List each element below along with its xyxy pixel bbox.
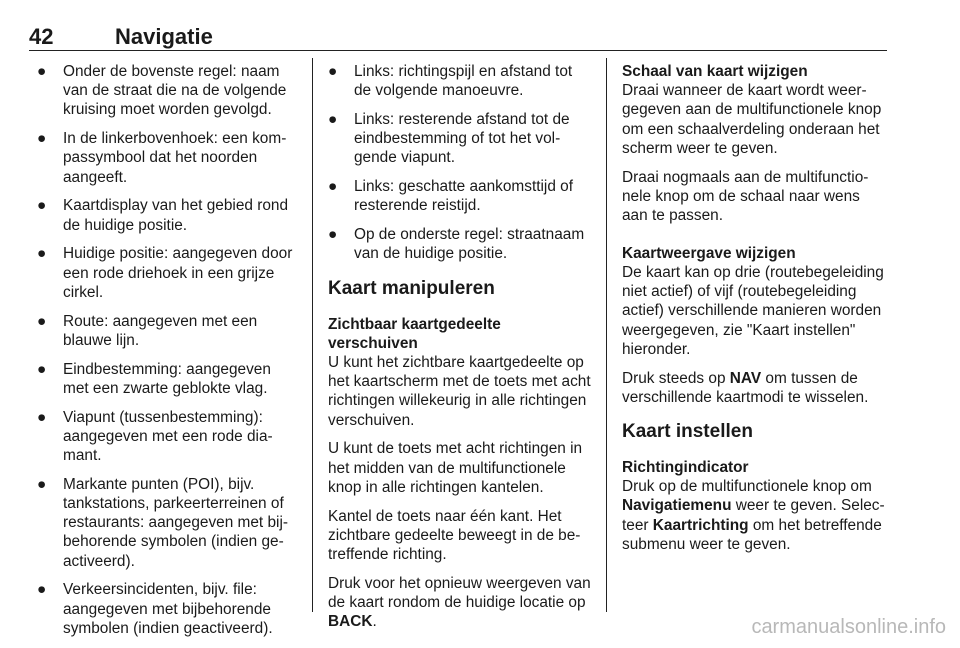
- list-item: ● Viapunt (tussenbestemming): aangegeven met een rode diamant.: [37, 408, 273, 465]
- list-item: ● Links: richtingspijl en afstand tot de volgende manoeuvre.: [328, 63, 573, 100]
- list-item: ● Links: resterende afstand tot de eindbestemming of tot het volgende viapunt.: [328, 111, 570, 167]
- column-divider-1: [312, 58, 313, 612]
- column-2: [328, 62, 592, 641]
- list-item: ● Op de onderste regel: straatnaam van de huidige positie.: [328, 226, 585, 263]
- nav-key-label: NAV: [729, 369, 762, 387]
- paragraph: Kantel de toets naar één kant. Het zichtbare gedeelte beweegt in de betreffende richting.: [328, 507, 581, 564]
- list-item: ● Onder de bovenste regel: naam van de straat die na de volgende kruising moet worden gevolgd.: [37, 63, 287, 119]
- column-3: [622, 62, 888, 564]
- list-item: ● Kaartdisplay van het gebied rond de huidige positie.: [37, 197, 289, 234]
- bullet-icon: ●: [328, 178, 338, 196]
- bullet-icon: ●: [37, 581, 47, 599]
- subheading: Zichtbaar kaartgedeelte verschuiven: [328, 315, 501, 352]
- page-title: Navigatie: [115, 24, 213, 49]
- bullet-icon: ●: [328, 63, 338, 80]
- list-item: ● Markante punten (POI), bijv. tankstations, parkeerterreinen of restaurants: aangegeven met bijbehorende symbolen (indien geactiveerd).: [37, 475, 289, 570]
- back-key-label: BACK: [328, 613, 373, 631]
- menu-label: Kaartrichting: [652, 516, 749, 534]
- bullet-icon: ●: [37, 360, 47, 378]
- column-divider-2: [606, 58, 607, 612]
- bullet-icon: ●: [37, 475, 47, 493]
- page-number: 42: [29, 24, 54, 49]
- list-item: ● Huidige positie: aangegeven door een rode driehoek in een grijze cirkel.: [37, 245, 293, 301]
- list-item: ● Verkeersincidenten, bijv. file: aangegeven met bijbehorende symbolen (indien geactiveerd).: [37, 581, 273, 637]
- column-1: [37, 62, 299, 648]
- bullet-icon: ●: [37, 197, 47, 215]
- section-heading: Kaart instellen: [622, 421, 753, 443]
- list-item: ● Links: geschatte aankomsttijd of resterende reistijd.: [328, 178, 574, 215]
- section-heading: Kaart manipuleren: [328, 277, 495, 299]
- paragraph: De kaart kan op drie (routebegeleiding niet actief) of vijf (routebegeleiding actief) verschillende manieren worden weergegeven, zie "Kaart instellen" hieronder.: [622, 264, 884, 358]
- bullet-icon: ●: [37, 130, 47, 148]
- bullet-icon: ●: [37, 312, 47, 330]
- paragraph: Draai nogmaals aan de multifunctionele knop om de schaal naar wens aan te passen.: [622, 168, 869, 225]
- paragraph: U kunt het zichtbare kaartgedeelte op het kaartscherm met de toets met acht richtingen willekeurig in alle richtingen verschuiven.: [328, 354, 591, 429]
- list-item: ● Eindbestemming: aangegeven met een zwarte geblokte vlag.: [37, 360, 271, 397]
- bullet-icon: ●: [328, 111, 338, 128]
- paragraph: Druk voor het opnieuw weergeven van de kaart rondom de huidige locatie op BACK.: [328, 574, 591, 631]
- page-header: [29, 22, 887, 51]
- paragraph: Druk op de multifunctionele knop om Navigatiemenu weer te geven. Selecteer Kaartrichting om het betreffende submenu weer te geven.: [622, 478, 885, 553]
- paragraph: U kunt de toets met acht richtingen in het midden van de multifunctionele knop in alle richtingen kantelen.: [328, 440, 583, 496]
- bullet-icon: ●: [37, 408, 47, 426]
- watermark: carmanualsonline.info: [751, 616, 946, 638]
- subheading: Schaal van kaart wijzigen: [622, 63, 808, 80]
- menu-label: Navigatiemenu: [622, 497, 732, 515]
- list-item: ● In de linkerbovenhoek: een kompassymbool dat het noorden aangeeft.: [37, 130, 287, 186]
- paragraph: Draai wanneer de kaart wordt weergegeven aan de multifunctionele knop om een schaalverdeling onderaan het scherm weer te geven.: [622, 82, 882, 157]
- paragraph: Druk steeds op NAV om tussen de verschillende kaartmodi te wisselen.: [622, 369, 869, 406]
- bullet-icon: ●: [328, 226, 338, 244]
- list-item: ● Route: aangegeven met een blauwe lijn.: [37, 312, 258, 349]
- bullet-icon: ●: [37, 245, 47, 263]
- subheading: Richtingindicator: [622, 459, 749, 477]
- bullet-icon: ●: [37, 63, 47, 80]
- subheading: Kaartweergave wijzigen: [622, 244, 796, 262]
